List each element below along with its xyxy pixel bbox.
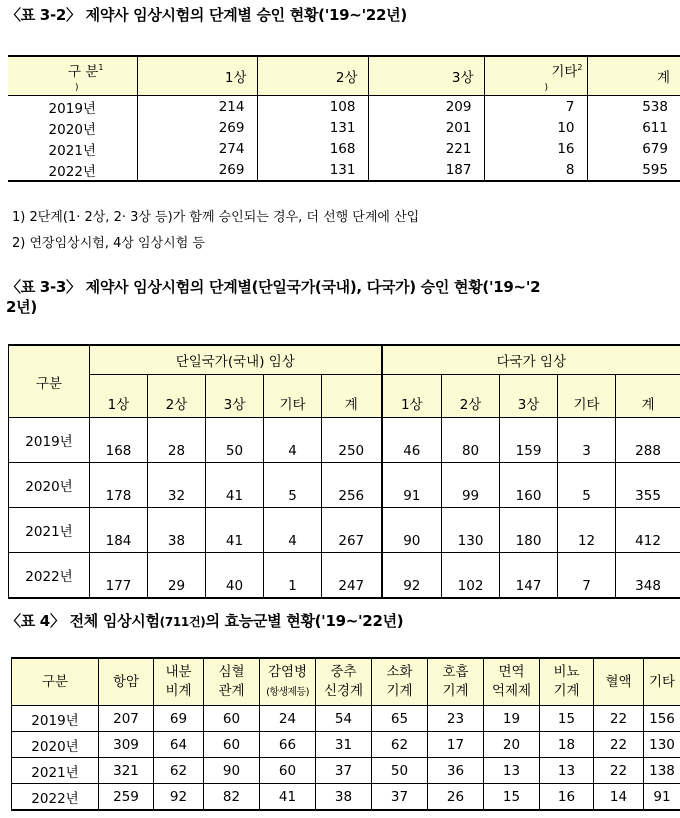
value-cell: 92 (382, 553, 442, 599)
year-cell: 2019년 (48, 100, 96, 117)
value-cell: 256 (322, 463, 382, 508)
value-cell: 28 (148, 418, 206, 463)
value-cell: 80 (442, 418, 500, 463)
header-etc: 기타 (644, 658, 680, 706)
value-cell: 147 (500, 553, 558, 599)
value-cell: 40 (206, 553, 264, 599)
value-cell: 214 (137, 96, 257, 118)
value-cell: 18 (540, 732, 594, 758)
table3-caption: 〈표 4〉 전체 임상시험(711건)의 효능군별 현황('19~'22년) (6, 612, 404, 630)
header-total: 계 (616, 375, 680, 418)
year-cell: 2021년 (9, 508, 90, 553)
table-row (8, 117, 680, 138)
header-gubun: 구분 (12, 658, 99, 706)
header-etc: 기타$^2$ ) (484, 56, 587, 96)
value-cell: 309 (99, 732, 154, 758)
value-cell: 611 (587, 117, 680, 138)
value-cell: 160 (500, 463, 558, 508)
value-cell: 201 (368, 117, 484, 138)
value-cell: 178 (90, 463, 148, 508)
value-cell: 69 (154, 706, 204, 732)
value-cell: 19 (484, 706, 540, 732)
year-cell: 2021년 (12, 758, 99, 784)
year-cell: 2020년 (48, 121, 96, 138)
value-cell: 130 (644, 732, 680, 758)
value-cell: 91 (382, 463, 442, 508)
value-cell: 15 (540, 706, 594, 732)
value-cell: 23 (428, 706, 484, 732)
header-etc: 기타 (558, 375, 616, 418)
value-cell: 595 (587, 159, 680, 181)
header-phase2: 2상 (148, 375, 206, 418)
value-cell: 16 (540, 784, 594, 811)
value-cell: 22 (594, 706, 644, 732)
value-cell: 355 (616, 463, 680, 508)
value-cell: 38 (148, 508, 206, 553)
value-cell: 16 (484, 138, 587, 159)
value-cell: 679 (587, 138, 680, 159)
value-cell: 64 (154, 732, 204, 758)
value-cell: 12 (558, 508, 616, 553)
table-row (8, 96, 680, 118)
header-phase1: 1상 (382, 375, 442, 418)
value-cell: 99 (442, 463, 500, 508)
header-immunosuppressant: 면역 억제제 (484, 658, 540, 706)
header-digestive: 소화 기계 (372, 658, 428, 706)
value-cell: 92 (154, 784, 204, 811)
value-cell: 130 (442, 508, 500, 553)
value-cell: 348 (616, 553, 680, 599)
value-cell: 7 (484, 96, 587, 118)
table-3-3 (8, 344, 680, 599)
header-cardiovascular: 심혈 관계 (204, 658, 260, 706)
table-row (12, 758, 680, 784)
year-cell: 2019년 (12, 706, 99, 732)
value-cell: 4 (264, 418, 322, 463)
value-cell: 207 (99, 706, 154, 732)
table-row (12, 732, 680, 758)
header-etc: 기타 (264, 375, 322, 418)
value-cell: 46 (382, 418, 442, 463)
table2-caption-line1: 〈표 3-3〉 제약사 임상시험의 단계별(단일국가(국내), 다국가) 승인 현황('19~'2 (6, 278, 541, 296)
value-cell: 321 (99, 758, 154, 784)
value-cell: 538 (587, 96, 680, 118)
table-row (8, 159, 680, 181)
table-header-row (8, 56, 680, 96)
year-cell: 2022년 (12, 784, 99, 811)
value-cell: 90 (204, 758, 260, 784)
header-phase2: 2상 (257, 56, 368, 96)
table-row (9, 553, 680, 599)
value-cell: 15 (484, 784, 540, 811)
value-cell: 274 (137, 138, 257, 159)
value-cell: 168 (90, 418, 148, 463)
value-cell: 22 (594, 758, 644, 784)
value-cell: 26 (428, 784, 484, 811)
value-cell: 5 (558, 463, 616, 508)
value-cell: 7 (558, 553, 616, 599)
header-gubun: 구분 (9, 345, 90, 418)
value-cell: 41 (206, 508, 264, 553)
value-cell: 41 (206, 463, 264, 508)
value-cell: 37 (316, 758, 372, 784)
value-cell: 66 (260, 732, 316, 758)
value-cell: 156 (644, 706, 680, 732)
value-cell: 8 (484, 159, 587, 181)
year-cell: 2020년 (12, 732, 99, 758)
table-row (9, 418, 680, 463)
value-cell: 62 (372, 732, 428, 758)
table1-caption: 〈표 3-2〉 제약사 임상시험의 단계별 승인 현황('19~'22년) (6, 6, 407, 24)
table-row (12, 706, 680, 732)
value-cell: 209 (368, 96, 484, 118)
value-cell: 41 (260, 784, 316, 811)
table-subheader-row (9, 375, 680, 418)
value-cell: 288 (616, 418, 680, 463)
year-cell: 2019년 (9, 418, 90, 463)
value-cell: 37 (372, 784, 428, 811)
header-total: 계 (587, 56, 680, 96)
value-cell: 259 (99, 784, 154, 811)
value-cell: 267 (322, 508, 382, 553)
table2-caption-line2: 2년) (6, 298, 37, 316)
value-cell: 180 (500, 508, 558, 553)
value-cell: 221 (368, 138, 484, 159)
value-cell: 91 (644, 784, 680, 811)
value-cell: 187 (368, 159, 484, 181)
year-cell: 2022년 (9, 553, 90, 599)
value-cell: 1 (264, 553, 322, 599)
value-cell: 24 (260, 706, 316, 732)
value-cell: 29 (148, 553, 206, 599)
footnote-1: 1) 2단계(1· 2상, 2· 3상 등)가 함께 승인되는 경우, 더 선행 단계에 산입 (12, 210, 420, 225)
table-row (12, 784, 680, 811)
header-cns: 중추 신경계 (316, 658, 372, 706)
value-cell: 65 (372, 706, 428, 732)
value-cell: 14 (594, 784, 644, 811)
value-cell: 3 (558, 418, 616, 463)
header-respiratory: 호흡 기계 (428, 658, 484, 706)
value-cell: 60 (204, 706, 260, 732)
value-cell: 247 (322, 553, 382, 599)
value-cell: 10 (484, 117, 587, 138)
value-cell: 38 (316, 784, 372, 811)
value-cell: 269 (137, 117, 257, 138)
value-cell: 50 (206, 418, 264, 463)
value-cell: 269 (137, 159, 257, 181)
value-cell: 90 (382, 508, 442, 553)
year-cell: 2021년 (48, 142, 96, 159)
value-cell: 412 (616, 508, 680, 553)
footnote-2: 2) 연장임상시험, 4상 임상시험 등 (12, 236, 205, 251)
value-cell: 82 (204, 784, 260, 811)
header-blood: 혈액 (594, 658, 644, 706)
header-phase1: 1상 (137, 56, 257, 96)
table-3-2 (8, 55, 680, 182)
header-cancer: 항암 (99, 658, 154, 706)
header-phase3: 3상 (368, 56, 484, 96)
value-cell: 17 (428, 732, 484, 758)
header-total: 계 (322, 375, 382, 418)
value-cell: 159 (500, 418, 558, 463)
header-urinary: 비뇨 기계 (540, 658, 594, 706)
table-header-row (12, 658, 680, 706)
header-phase2: 2상 (442, 375, 500, 418)
header-infection: 감염병 (항생제등) (260, 658, 316, 706)
value-cell: 13 (484, 758, 540, 784)
year-cell: 2020년 (9, 463, 90, 508)
value-cell: 60 (260, 758, 316, 784)
value-cell: 4 (264, 508, 322, 553)
table-row (8, 138, 680, 159)
value-cell: 138 (644, 758, 680, 784)
value-cell: 22 (594, 732, 644, 758)
table-row (9, 508, 680, 553)
value-cell: 62 (154, 758, 204, 784)
value-cell: 250 (322, 418, 382, 463)
value-cell: 108 (257, 96, 368, 118)
value-cell: 102 (442, 553, 500, 599)
value-cell: 54 (316, 706, 372, 732)
header-group-multi: 다국가 임상 (382, 345, 680, 375)
table-row (9, 463, 680, 508)
value-cell: 60 (204, 732, 260, 758)
value-cell: 168 (257, 138, 368, 159)
value-cell: 5 (264, 463, 322, 508)
value-cell: 177 (90, 553, 148, 599)
value-cell: 36 (428, 758, 484, 784)
value-cell: 50 (372, 758, 428, 784)
value-cell: 131 (257, 159, 368, 181)
value-cell: 13 (540, 758, 594, 784)
header-phase3: 3상 (500, 375, 558, 418)
value-cell: 32 (148, 463, 206, 508)
year-cell: 2022년 (8, 159, 137, 181)
header-phase1: 1상 (90, 375, 148, 418)
header-endocrine: 내분 비계 (154, 658, 204, 706)
value-cell: 31 (316, 732, 372, 758)
table-header-row (9, 345, 680, 375)
header-group-single: 단일국가(국내) 임상 (90, 345, 382, 375)
value-cell: 184 (90, 508, 148, 553)
value-cell: 131 (257, 117, 368, 138)
table-4 (11, 657, 680, 811)
header-phase3: 3상 (206, 375, 264, 418)
header-gubun: 구 분$^1$ ) (8, 56, 137, 96)
value-cell: 20 (484, 732, 540, 758)
